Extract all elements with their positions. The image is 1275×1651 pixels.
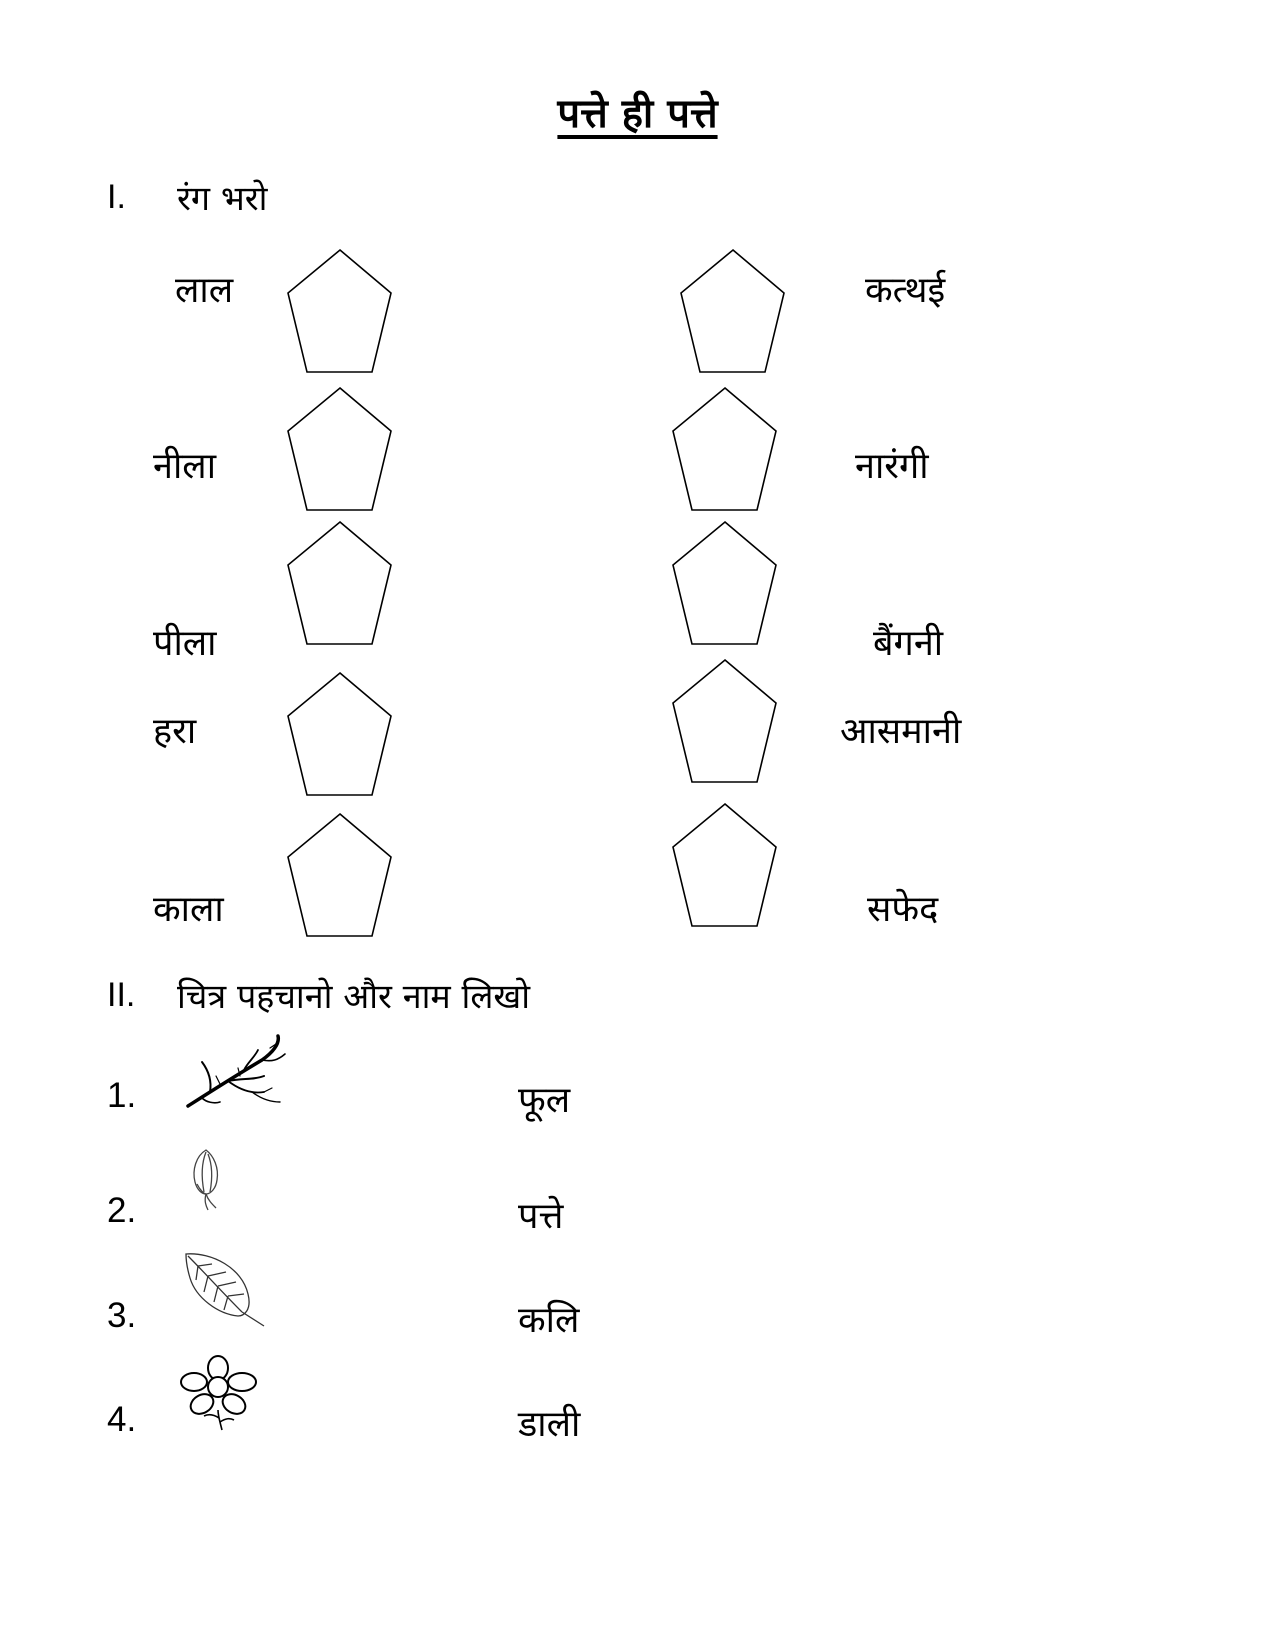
item-word-4: डाली	[518, 1404, 581, 1445]
color-word-right-2: नारंगी	[855, 446, 929, 487]
section-2-number: II.	[107, 976, 136, 1014]
pentagon-right-5[interactable]	[673, 804, 776, 926]
item-number-3: 3.	[107, 1296, 137, 1335]
item-number-2: 2.	[107, 1191, 137, 1230]
section-1-heading: रंग भरो	[177, 179, 268, 219]
color-word-left-3: पीला	[153, 623, 217, 664]
color-word-left-1: लाल	[175, 270, 234, 311]
pentagon-right-2[interactable]	[673, 388, 776, 510]
flower-icon	[180, 1354, 260, 1432]
section-2-heading: चित्र पहचानो और नाम लिखो	[177, 977, 531, 1017]
pentagon-left-1[interactable]	[288, 250, 391, 372]
color-word-right-4: आसमानी	[840, 711, 962, 752]
bud-icon	[186, 1146, 226, 1212]
color-word-right-5: सफेद	[867, 889, 939, 930]
pentagon-left-2[interactable]	[288, 388, 391, 510]
pentagon-right-4[interactable]	[673, 660, 776, 782]
page-title: पत्ते ही पत्ते	[557, 91, 718, 137]
pentagon-left-3[interactable]	[288, 522, 391, 644]
pentagon-left-4[interactable]	[288, 673, 391, 795]
branch-icon	[180, 1032, 305, 1112]
item-word-1: फूल	[518, 1080, 571, 1121]
color-word-right-3: बैंगनी	[873, 623, 944, 664]
pentagon-right-1[interactable]	[681, 250, 784, 372]
item-word-2: पत्ते	[518, 1196, 564, 1237]
item-word-3: कलि	[518, 1300, 580, 1341]
item-number-1: 1.	[107, 1076, 137, 1115]
pentagon-left-5[interactable]	[288, 814, 391, 936]
color-word-left-4: हरा	[153, 711, 197, 752]
item-number-4: 4.	[107, 1400, 137, 1439]
color-word-left-2: नीला	[153, 446, 217, 487]
section-1-number: I.	[107, 178, 126, 216]
leaf-icon	[182, 1250, 272, 1330]
pentagon-right-3[interactable]	[673, 522, 776, 644]
color-word-right-1: कत्थई	[865, 270, 946, 311]
color-word-left-5: काला	[153, 889, 224, 930]
